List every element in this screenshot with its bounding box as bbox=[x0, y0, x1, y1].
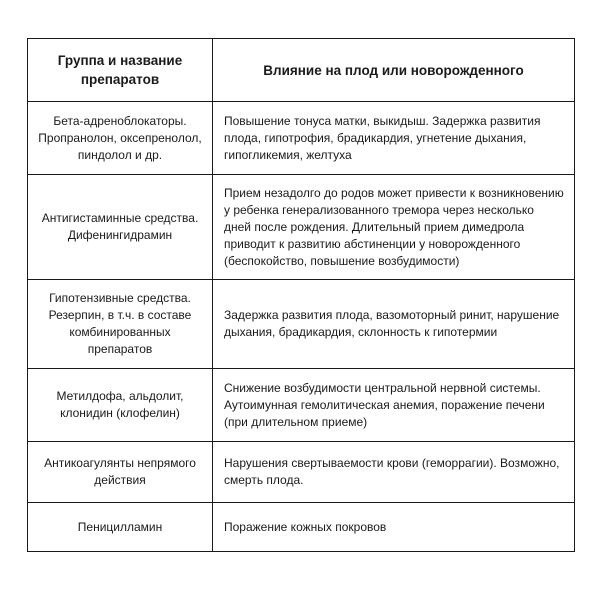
effect-cell: Повышение тонуса матки, выкидыш. Задержка развития плода, гипотрофия, брадикардия, угнетение дыхания, гипогликемия, желтуха bbox=[213, 102, 575, 175]
effect-cell: Прием незадолго до родов может привести к возникновению у ребенка генерализованного тремора через несколько дней после рождения. Длительный прием димедрола приводит к развитию абстиненции у новорожденного (беспокойство, повышение возбудимости) bbox=[213, 175, 575, 280]
table-row bbox=[28, 503, 575, 552]
drug-group-cell: Бета-адреноблокаторы. Пропранолон, оксепренолол, пиндолол и др. bbox=[28, 102, 213, 175]
effect-cell: Задержка развития плода, вазомоторный ринит, нарушение дыхания, брадикардия, склонность к гипотермии bbox=[213, 280, 575, 369]
drug-group-cell: Пеницилламин bbox=[28, 503, 213, 552]
effect-cell: Нарушения свертываемости крови (геморрагии). Возможно, смерть плода. bbox=[213, 442, 575, 503]
table-row bbox=[28, 280, 575, 369]
drug-group-cell: Метилдофа, альдолит, клонидин (клофелин) bbox=[28, 369, 213, 442]
table-row bbox=[28, 102, 575, 175]
header-effect: Влияние на плод или новорожденного bbox=[213, 39, 575, 102]
drug-effects-table bbox=[27, 38, 575, 552]
table-row bbox=[28, 369, 575, 442]
drug-group-cell: Антигистаминные средства. Дифенингидрамин bbox=[28, 175, 213, 280]
table-row bbox=[28, 442, 575, 503]
drug-group-cell: Антикоагулянты непрямого действия bbox=[28, 442, 213, 503]
table-header-row bbox=[28, 39, 575, 102]
effect-cell: Снижение возбудимости центральной нервной системы. Аутоимунная гемолитическая анемия, поражение печени (при длительном приеме) bbox=[213, 369, 575, 442]
effect-cell: Поражение кожных покровов bbox=[213, 503, 575, 552]
header-drug-group: Группа и название препаратов bbox=[28, 39, 213, 102]
table-row bbox=[28, 175, 575, 280]
drug-group-cell: Гипотензивные средства. Резерпин, в т.ч. в составе комбинированных препаратов bbox=[28, 280, 213, 369]
